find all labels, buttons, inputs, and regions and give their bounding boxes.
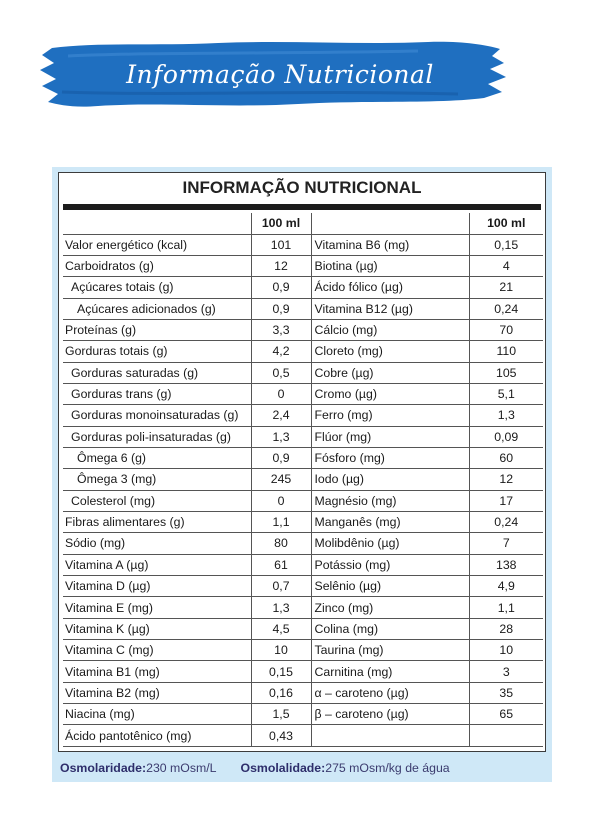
nutrition-table [63,213,543,747]
nutrient-label: Vitamina E (mg) [63,597,251,618]
nutrient-value: 0,24 [469,511,543,532]
header-blank-right [311,213,469,234]
header-per-100ml-left: 100 ml [251,213,311,234]
nutrient-label: Ômega 3 (mg) [63,469,251,490]
osmolaridade-label: Osmolaridade: [60,761,147,775]
table-row [63,319,543,340]
nutrient-label: Fibras alimentares (g) [63,511,251,532]
osmolaridade-value: 230 mOsm/L [146,761,217,775]
nutrient-label: Valor energético (kcal) [63,234,251,255]
nutrient-value: 65 [469,704,543,725]
nutrient-label: β – caroteno (µg) [311,704,469,725]
osmolalidade-label: Osmolalidade: [240,761,326,775]
nutrient-value: 0,9 [251,298,311,319]
nutrient-value: 110 [469,341,543,362]
nutrient-value: 61 [251,554,311,575]
nutrient-value: 60 [469,447,543,468]
table-row [63,533,543,554]
nutrient-value: 0 [251,490,311,511]
nutrient-label: Ômega 6 (g) [63,447,251,468]
nutrient-label: Vitamina C (mg) [63,640,251,661]
nutrient-value: 21 [469,277,543,298]
nutrient-value: 0,15 [469,234,543,255]
table-row [63,383,543,404]
osmolarity-footer [60,760,450,776]
nutrient-label: Vitamina D (µg) [63,576,251,597]
table-row [63,597,543,618]
nutrient-value [469,725,543,746]
nutrient-label: Vitamina B2 (mg) [63,682,251,703]
nutrient-label: Fósforo (mg) [311,447,469,468]
nutrient-value: 1,1 [251,511,311,532]
nutrient-label: Ácido pantotênico (mg) [63,725,251,746]
nutrient-value: 3,3 [251,319,311,340]
nutrient-value: 4,5 [251,618,311,639]
brush-banner [38,36,508,112]
nutrient-label: Colina (mg) [311,618,469,639]
nutrient-label: Vitamina B1 (mg) [63,661,251,682]
nutrient-value: 1,1 [469,597,543,618]
table-row [63,576,543,597]
nutrient-value: 1,5 [251,704,311,725]
nutrient-label: Proteínas (g) [63,319,251,340]
nutrient-value: 0,15 [251,661,311,682]
table-row [63,682,543,703]
table-row [63,704,543,725]
nutrient-label [311,725,469,746]
nutrient-value: 0,5 [251,362,311,383]
nutrient-value: 0,24 [469,298,543,319]
nutrient-label: Taurina (mg) [311,640,469,661]
nutrient-label: Colesterol (mg) [63,490,251,511]
table-row [63,661,543,682]
nutrient-label: Cromo (µg) [311,383,469,404]
table-row [63,469,543,490]
nutrient-label: Gorduras poli-insaturadas (g) [63,426,251,447]
nutrient-label: Carnitina (mg) [311,661,469,682]
nutrition-sheet [58,172,546,752]
nutrient-value: 0,09 [469,426,543,447]
table-title: INFORMAÇÃO NUTRICIONAL [182,178,422,197]
nutrient-value: 12 [469,469,543,490]
nutrient-value: 7 [469,533,543,554]
table-header-row [63,213,543,234]
nutrient-label: Cloreto (mg) [311,341,469,362]
table-row [63,298,543,319]
nutrient-value: 101 [251,234,311,255]
header-per-100ml-right: 100 ml [469,213,543,234]
nutrient-label: Magnésio (mg) [311,490,469,511]
nutrient-label: Zinco (mg) [311,597,469,618]
nutrient-label: Ferro (mg) [311,405,469,426]
nutrient-label: Gorduras trans (g) [63,383,251,404]
table-row [63,725,543,746]
nutrient-value: 10 [469,640,543,661]
table-row [63,277,543,298]
table-row [63,234,543,255]
nutrient-value: 1,3 [251,597,311,618]
nutrient-label: Selênio (µg) [311,576,469,597]
nutrient-label: Potássio (mg) [311,554,469,575]
nutrient-value: 0,9 [251,277,311,298]
nutrient-value: 4,9 [469,576,543,597]
table-row [63,255,543,276]
nutrient-label: Vitamina K (µg) [63,618,251,639]
osmolalidade-value: 275 mOsm/kg de água [325,761,450,775]
nutrient-label: Açúcares adicionados (g) [63,298,251,319]
nutrient-label: Molibdênio (µg) [311,533,469,554]
nutrient-value: 35 [469,682,543,703]
nutrient-value: 0 [251,383,311,404]
nutrient-label: Iodo (µg) [311,469,469,490]
nutrient-label: Vitamina A (µg) [63,554,251,575]
table-row [63,511,543,532]
nutrient-value: 0,7 [251,576,311,597]
nutrient-label: Cálcio (mg) [311,319,469,340]
table-row [63,490,543,511]
table-row [63,554,543,575]
banner-title: Informação Nutricional [126,59,434,89]
table-row [63,426,543,447]
nutrient-value: 70 [469,319,543,340]
nutrient-label: Biotina (µg) [311,255,469,276]
nutrient-value: 5,1 [469,383,543,404]
nutrient-label: Vitamina B6 (mg) [311,234,469,255]
nutrient-value: 4,2 [251,341,311,362]
nutrient-label: Gorduras totais (g) [63,341,251,362]
nutrient-value: 3 [469,661,543,682]
nutrient-label: Açúcares totais (g) [63,277,251,298]
nutrition-panel [52,167,552,782]
nutrient-value: 0,16 [251,682,311,703]
nutrient-value: 4 [469,255,543,276]
nutrient-value: 0,9 [251,447,311,468]
nutrient-value: 245 [251,469,311,490]
nutrient-label: Vitamina B12 (µg) [311,298,469,319]
title-divider [63,204,541,210]
table-row [63,341,543,362]
table-row [63,618,543,639]
nutrient-value: 1,3 [251,426,311,447]
nutrient-label: Gorduras saturadas (g) [63,362,251,383]
nutrient-value: 2,4 [251,405,311,426]
nutrient-label: Gorduras monoinsaturadas (g) [63,405,251,426]
nutrient-label: Cobre (µg) [311,362,469,383]
nutrient-value: 138 [469,554,543,575]
nutrient-value: 1,3 [469,405,543,426]
nutrient-label: Niacina (mg) [63,704,251,725]
nutrient-value: 10 [251,640,311,661]
table-row [63,405,543,426]
nutrient-label: Manganês (mg) [311,511,469,532]
nutrient-value: 80 [251,533,311,554]
nutrient-label: Ácido fólico (µg) [311,277,469,298]
table-row [63,447,543,468]
nutrient-value: 17 [469,490,543,511]
nutrient-label: α – caroteno (µg) [311,682,469,703]
nutrient-label: Flúor (mg) [311,426,469,447]
header-blank-left [63,213,251,234]
table-row [63,640,543,661]
nutrient-label: Sódio (mg) [63,533,251,554]
nutrient-label: Carboidratos (g) [63,255,251,276]
table-row [63,362,543,383]
nutrient-value: 0,43 [251,725,311,746]
nutrient-value: 28 [469,618,543,639]
nutrient-value: 105 [469,362,543,383]
nutrient-value: 12 [251,255,311,276]
